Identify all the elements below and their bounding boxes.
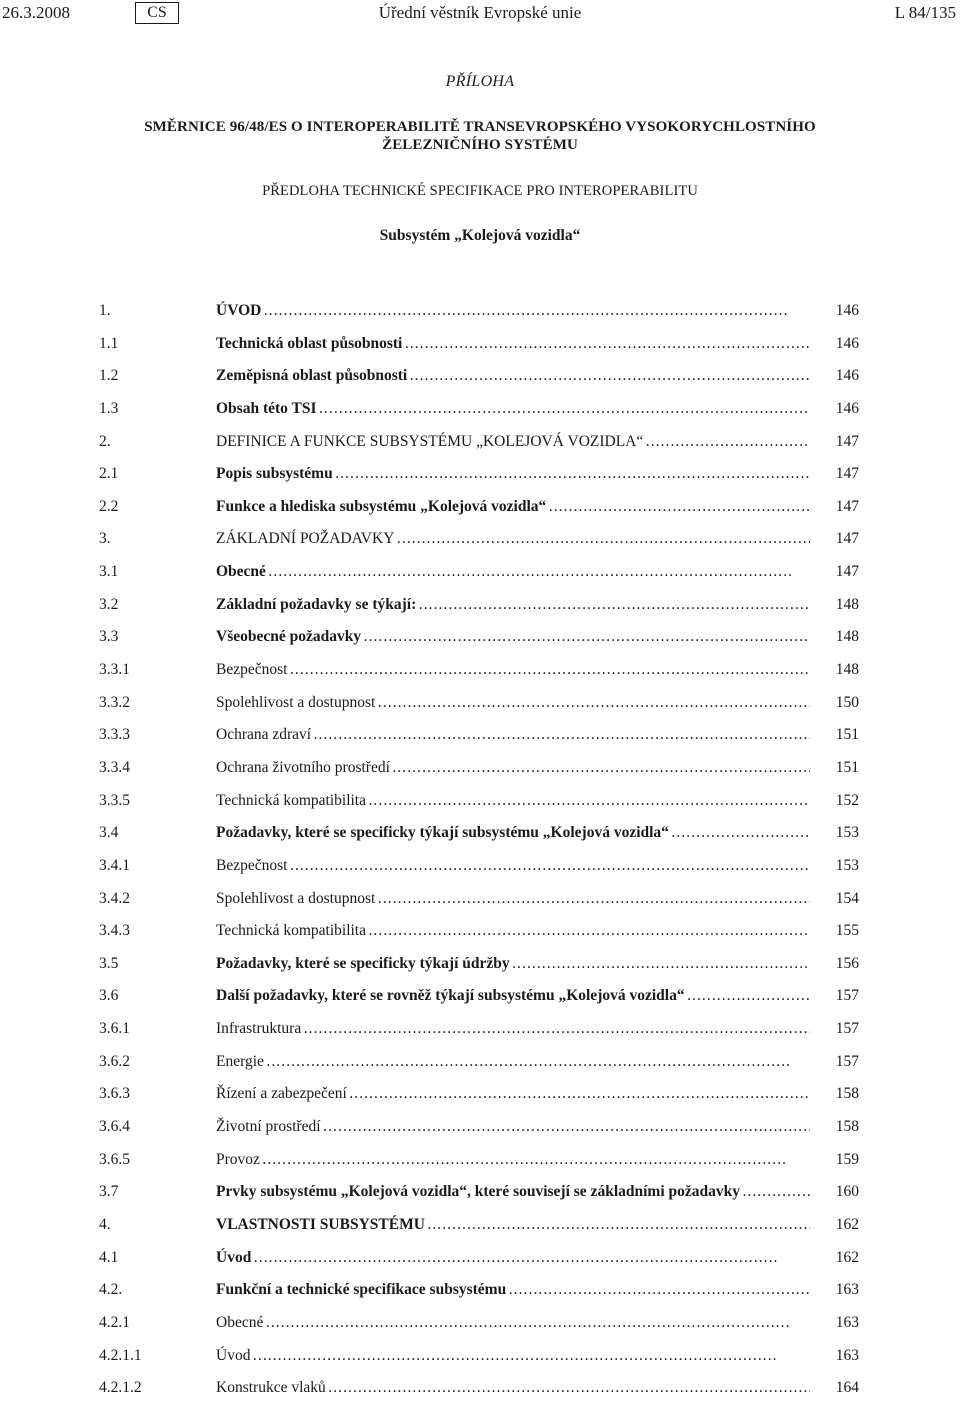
toc-entry-title: Popis subsystému <box>216 465 333 483</box>
toc-entry-page: 162 <box>835 1248 859 1266</box>
toc-entry-page: 156 <box>835 954 859 972</box>
toc-entry-number: 3.3.2 <box>99 693 130 711</box>
toc-entry[interactable] <box>99 496 859 529</box>
toc-entry-number: 3.6 <box>99 987 119 1005</box>
toc-entry[interactable] <box>99 1083 859 1116</box>
toc-entry[interactable] <box>99 692 859 725</box>
toc-entry-leader <box>216 431 810 453</box>
toc-entry-number: 3.5 <box>99 954 119 972</box>
toc-entry-number: 3.4 <box>99 824 119 842</box>
toc-entry-page: 162 <box>835 1215 859 1233</box>
toc-entry-leader <box>216 365 810 387</box>
toc-entry-number: 3.6.5 <box>99 1150 130 1168</box>
toc-entry[interactable] <box>99 1051 859 1084</box>
toc-entry[interactable] <box>99 920 859 953</box>
toc-entry-page: 151 <box>835 758 859 776</box>
toc-entry-number: 3.6.4 <box>99 1118 130 1136</box>
toc-entry-title: Provoz <box>216 1150 260 1168</box>
toc-entry-number: 3.3.3 <box>99 726 130 744</box>
toc-entry-number: 3.6.1 <box>99 1020 130 1038</box>
directive-heading-line1: SMĚRNICE 96/48/ES O INTEROPERABILITĚ TRANSEVROPSKÉHO VYSOKORYCHLOSTNÍHO <box>144 119 816 135</box>
toc-entry-page: 151 <box>835 726 859 744</box>
toc-entry-number: 3.2 <box>99 595 119 613</box>
tsi-heading: PŘEDLOHA TECHNICKÉ SPECIFIKACE PRO INTEROPERABILITU <box>262 183 698 199</box>
toc-entry-title: Všeobecné požadavky <box>216 628 362 646</box>
document-titles <box>0 72 960 246</box>
toc-entry-page: 147 <box>835 497 859 515</box>
toc-entry-title: DEFINICE A FUNKCE SUBSYSTÉMU „KOLEJOVÁ VOZIDLA“ <box>216 432 644 450</box>
journal-title: Úřední věstník Evropské unie <box>378 3 582 22</box>
toc-entry-page: 163 <box>835 1313 859 1331</box>
toc-entry[interactable] <box>99 790 859 823</box>
toc-entry-leader <box>216 1149 810 1171</box>
toc-entry-leader <box>216 528 810 550</box>
toc-entry-title: Spolehlivost a dostupnost <box>216 693 376 711</box>
toc-entry-number: 3.3 <box>99 628 119 646</box>
toc-entry-number: 3. <box>99 530 111 548</box>
toc-entry-number: 2. <box>99 432 111 450</box>
toc-entry[interactable] <box>99 528 859 561</box>
toc-entry-number: 3.4.3 <box>99 922 130 940</box>
toc-entry-page: 158 <box>835 1118 859 1136</box>
toc-entry[interactable] <box>99 1247 859 1280</box>
toc-entry[interactable] <box>99 855 859 888</box>
toc-entry-page: 147 <box>835 432 859 450</box>
toc-entry-number: 1. <box>99 302 111 319</box>
toc-entry-page: 148 <box>835 661 859 679</box>
toc-entry-leader <box>216 626 810 648</box>
toc-entry-page: 146 <box>835 334 859 352</box>
toc-entry-title: Ochrana zdraví <box>216 726 312 744</box>
toc-entry-leader <box>216 1181 810 1203</box>
toc-entry[interactable] <box>99 463 859 496</box>
toc-entry-leader <box>216 333 810 355</box>
toc-entry-leader <box>216 888 810 910</box>
toc-entry-number: 3.4.1 <box>99 856 130 874</box>
toc-entry-page: 163 <box>835 1346 859 1364</box>
toc-entry-leader <box>216 594 810 616</box>
page-header <box>0 2 960 26</box>
toc-entry-title: ZÁKLADNÍ POŽADAVKY <box>216 530 395 548</box>
toc-entry-page: 164 <box>835 1379 859 1397</box>
table-of-contents <box>99 300 859 1410</box>
toc-entry-leader <box>216 659 810 681</box>
toc-entry[interactable] <box>99 1312 859 1345</box>
toc-entry-page: 150 <box>835 693 859 711</box>
toc-entry-title: ÚVOD <box>216 302 262 319</box>
toc-entry-title: Ochrana životního prostředí <box>216 758 390 776</box>
toc-entry-leader <box>216 1312 810 1334</box>
toc-entry[interactable] <box>99 1116 859 1149</box>
toc-entry[interactable] <box>99 888 859 921</box>
toc-entry-title: Obsah této TSI <box>216 399 317 417</box>
toc-entry-title: Infrastruktura <box>216 1020 302 1038</box>
toc-entry-page: 148 <box>835 595 859 613</box>
toc-entry[interactable] <box>99 626 859 659</box>
toc-entry-title: Prvky subsystému „Kolejová vozidla“, které souvisejí se základními požadavky <box>216 1183 741 1201</box>
toc-entry-page: 146 <box>835 367 859 385</box>
toc-entry-number: 3.4.2 <box>99 889 130 907</box>
toc-entry-number: 1.3 <box>99 399 119 417</box>
toc-entry-number: 2.1 <box>99 465 119 483</box>
toc-entry-leader <box>216 561 810 583</box>
toc-entry-title: Úvod <box>216 1248 252 1266</box>
toc-entry[interactable] <box>99 1345 859 1378</box>
toc-entry-title: Spolehlivost a dostupnost <box>216 889 376 907</box>
toc-entry[interactable] <box>99 659 859 692</box>
publication-date: 26.3.2008 <box>2 3 70 22</box>
toc-entry-leader <box>216 1116 810 1138</box>
toc-entry-page: 155 <box>835 922 859 940</box>
toc-entry-title: Další požadavky, které se rovněž týkají subsystému „Kolejová vozidla“ <box>216 987 685 1005</box>
toc-entry[interactable] <box>99 594 859 627</box>
page-reference: L 84/135 <box>894 3 956 22</box>
toc-entry-title: Konstrukce vlaků <box>216 1379 326 1397</box>
toc-entry-page: 154 <box>835 889 859 907</box>
toc-entry-page: 157 <box>835 1052 859 1070</box>
toc-entry-title: VLASTNOSTI SUBSYSTÉMU <box>216 1215 425 1233</box>
toc-entry-number: 3.3.5 <box>99 791 130 809</box>
toc-entry-title: Řízení a zabezpečení <box>216 1085 347 1103</box>
toc-entry[interactable] <box>99 1214 859 1247</box>
toc-entry-leader <box>216 496 810 518</box>
toc-entry-page: 147 <box>835 563 859 581</box>
toc-entry-leader <box>216 822 810 844</box>
toc-entry-leader <box>216 1214 810 1236</box>
toc-entry-leader <box>216 692 810 714</box>
annex-heading: PŘÍLOHA <box>445 73 515 90</box>
toc-entry-page: 153 <box>835 824 859 842</box>
toc-entry[interactable] <box>99 561 859 594</box>
toc-entry-page: 160 <box>835 1183 859 1201</box>
toc-entry[interactable] <box>99 724 859 757</box>
toc-entry-number: 4.2. <box>99 1281 123 1299</box>
toc-entry[interactable] <box>99 1181 859 1214</box>
toc-entry-number: 3.3.4 <box>99 758 130 776</box>
toc-entry-title: Obecné <box>216 1313 264 1331</box>
toc-entry-title: Obecné <box>216 563 266 581</box>
toc-entry-leader <box>216 398 810 420</box>
toc-entry-page: 153 <box>835 856 859 874</box>
toc-entry-leader <box>216 1247 810 1269</box>
toc-entry-title: Funkční a technické specifikace subsystému <box>216 1281 507 1299</box>
toc-entry-page: 163 <box>835 1281 859 1299</box>
subsystem-heading: Subsystém „Kolejová vozidla“ <box>379 227 581 244</box>
toc-entry-number: 4.2.1.2 <box>99 1379 142 1397</box>
toc-entry-title: Technická oblast působnosti <box>216 334 403 352</box>
toc-entry[interactable] <box>99 398 859 431</box>
toc-entry-leader <box>216 855 810 877</box>
toc-entry[interactable] <box>99 953 859 986</box>
toc-entry-number: 3.7 <box>99 1183 119 1201</box>
toc-entry-leader <box>216 757 810 779</box>
toc-entry-title: Technická kompatibilita <box>216 791 366 809</box>
toc-entry-leader <box>216 1345 810 1367</box>
toc-entry-title: Bezpečnost <box>216 661 288 679</box>
toc-entry-title: Životní prostředí <box>216 1118 321 1136</box>
toc-entry-title: Požadavky, které se specificky týkají subsystému „Kolejová vozidla“ <box>216 824 669 842</box>
toc-entry-number: 4. <box>99 1215 111 1233</box>
toc-entry[interactable] <box>99 1018 859 1051</box>
toc-entry-title: Úvod <box>216 1346 251 1364</box>
toc-entry-number: 3.1 <box>99 563 119 581</box>
toc-entry-leader <box>216 985 810 1007</box>
toc-entry-number: 1.2 <box>99 367 119 385</box>
toc-entry[interactable] <box>99 985 859 1018</box>
toc-entry[interactable] <box>99 822 859 855</box>
toc-entry-leader <box>216 1083 810 1105</box>
toc-entry-page: 146 <box>835 399 859 417</box>
toc-entry-leader <box>216 300 810 322</box>
toc-entry-page: 147 <box>835 465 859 483</box>
toc-entry-number: 4.2.1 <box>99 1313 130 1331</box>
toc-entry-number: 1.1 <box>99 334 119 352</box>
toc-entry-number: 2.2 <box>99 497 119 515</box>
toc-entry[interactable] <box>99 1377 859 1410</box>
toc-entry-title: Technická kompatibilita <box>216 922 366 940</box>
toc-entry-leader <box>216 1018 810 1040</box>
toc-entry-page: 152 <box>835 791 859 809</box>
toc-entry-number: 4.1 <box>99 1248 119 1266</box>
toc-entry-leader <box>216 1279 810 1301</box>
toc-entry-title: Energie <box>216 1052 264 1070</box>
toc-entry-number: 3.3.1 <box>99 661 130 679</box>
toc-entry-title: Požadavky, které se specificky týkají údržby <box>216 954 510 972</box>
toc-entry[interactable] <box>99 333 859 366</box>
toc-entry-number: 4.2.1.1 <box>99 1346 142 1364</box>
toc-entry-leader <box>216 920 810 942</box>
directive-heading-line2: ŽELEZNIČNÍHO SYSTÉMU <box>382 137 578 153</box>
toc-entry-page: 146 <box>835 302 859 319</box>
toc-entry-leader <box>216 790 810 812</box>
toc-entry-leader <box>216 1377 810 1399</box>
language-code-box: CS <box>135 2 179 24</box>
toc-entry-number: 3.6.3 <box>99 1085 130 1103</box>
toc-entry-page: 157 <box>835 987 859 1005</box>
toc-entry[interactable] <box>99 431 859 464</box>
toc-entry-page: 157 <box>835 1020 859 1038</box>
toc-entry-title: Zeměpisná oblast působnosti <box>216 367 408 385</box>
toc-entry[interactable] <box>99 1279 859 1312</box>
toc-entry-title: Základní požadavky se týkají: <box>216 595 417 613</box>
toc-entry-leader <box>216 1051 810 1073</box>
toc-entry-page: 158 <box>835 1085 859 1103</box>
toc-entry-leader <box>216 724 810 746</box>
toc-entry-page: 147 <box>835 530 859 548</box>
toc-entry-page: 159 <box>835 1150 859 1168</box>
toc-entry[interactable] <box>99 365 859 398</box>
toc-entry-title: Bezpečnost <box>216 856 288 874</box>
directive-heading <box>0 118 960 154</box>
toc-entry-page: 148 <box>835 628 859 646</box>
toc-entry[interactable] <box>99 1149 859 1182</box>
toc-entry-leader <box>216 463 810 485</box>
toc-entry-number: 3.6.2 <box>99 1052 130 1070</box>
toc-entry[interactable] <box>99 300 859 333</box>
toc-entry-title: Funkce a hlediska subsystému „Kolejová vozidla“ <box>216 497 547 515</box>
toc-entry-leader <box>216 953 810 975</box>
toc-entry[interactable] <box>99 757 859 790</box>
